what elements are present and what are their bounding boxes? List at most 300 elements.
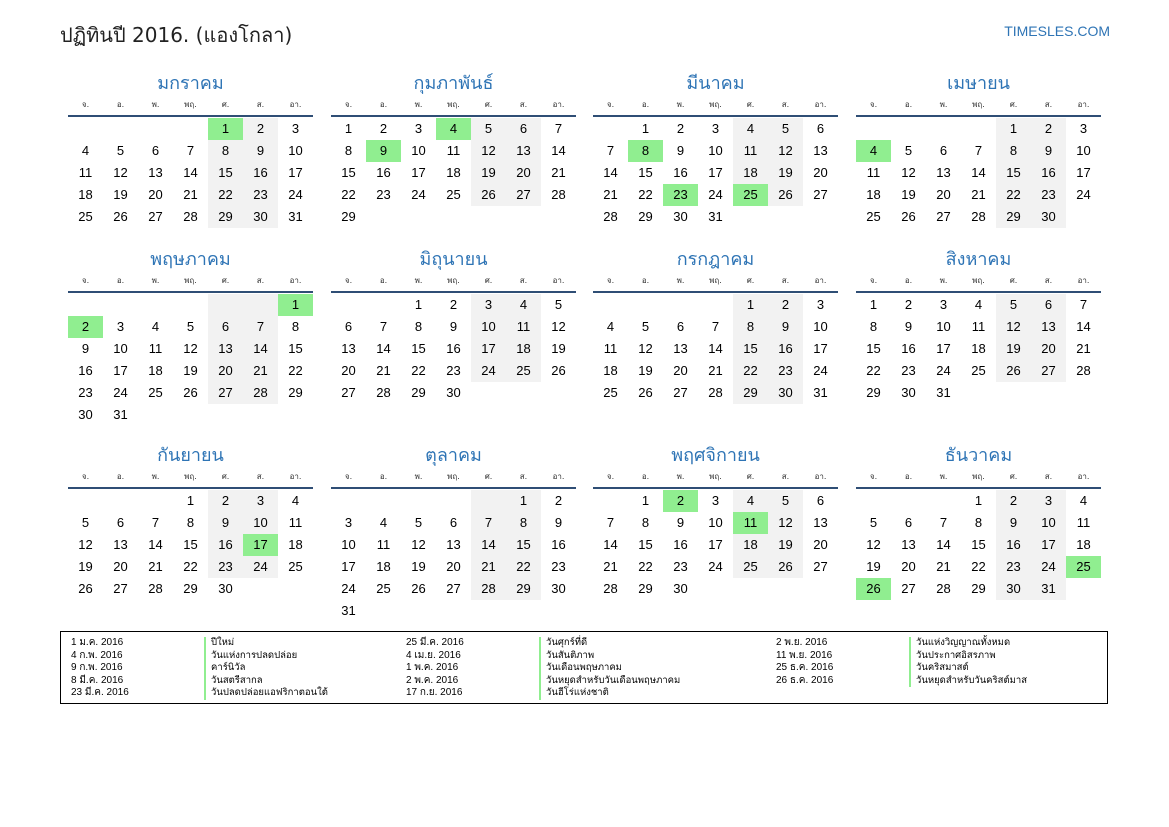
- day-cell[interactable]: 17: [936, 341, 951, 356]
- day-cell[interactable]: 24: [708, 559, 723, 574]
- day-cell[interactable]: 18: [78, 187, 93, 202]
- day-cell[interactable]: 10: [113, 341, 128, 356]
- day-cell[interactable]: 12: [78, 537, 93, 552]
- day-cell[interactable]: 24: [411, 187, 426, 202]
- day-cell[interactable]: 16: [218, 537, 233, 552]
- day-cell[interactable]: 8: [641, 515, 650, 530]
- day-cell[interactable]: 19: [183, 363, 198, 378]
- holiday-day[interactable]: 25: [733, 184, 768, 206]
- day-cell[interactable]: 13: [446, 537, 461, 552]
- day-cell[interactable]: 21: [603, 559, 618, 574]
- day-cell[interactable]: 18: [446, 165, 461, 180]
- day-cell[interactable]: 23: [253, 187, 268, 202]
- day-cell[interactable]: 20: [901, 559, 916, 574]
- day-cell[interactable]: 18: [516, 341, 531, 356]
- day-cell[interactable]: 6: [449, 515, 458, 530]
- day-cell[interactable]: 13: [516, 143, 531, 158]
- day-cell[interactable]: 16: [901, 341, 916, 356]
- day-cell[interactable]: 22: [183, 559, 198, 574]
- day-cell[interactable]: 2: [781, 297, 790, 312]
- day-cell[interactable]: 16: [78, 363, 93, 378]
- day-cell[interactable]: 18: [1076, 537, 1091, 552]
- day-cell[interactable]: 28: [1076, 363, 1091, 378]
- day-cell[interactable]: 3: [116, 319, 125, 334]
- day-cell[interactable]: 28: [148, 581, 163, 596]
- day-cell[interactable]: 7: [1079, 297, 1088, 312]
- day-cell[interactable]: 9: [81, 341, 90, 356]
- day-cell[interactable]: 1: [974, 493, 983, 508]
- holiday-day[interactable]: 1: [208, 118, 243, 140]
- day-cell[interactable]: 17: [708, 165, 723, 180]
- day-cell[interactable]: 11: [516, 319, 531, 334]
- day-cell[interactable]: 17: [341, 559, 356, 574]
- day-cell[interactable]: 10: [341, 537, 356, 552]
- day-cell[interactable]: 10: [411, 143, 426, 158]
- day-cell[interactable]: 3: [939, 297, 948, 312]
- day-cell[interactable]: 26: [411, 581, 426, 596]
- day-cell[interactable]: 15: [743, 341, 758, 356]
- day-cell[interactable]: 11: [743, 143, 758, 158]
- day-cell[interactable]: 9: [676, 143, 685, 158]
- day-cell[interactable]: 11: [603, 341, 618, 356]
- day-cell[interactable]: 6: [816, 121, 825, 136]
- day-cell[interactable]: 20: [218, 363, 233, 378]
- day-cell[interactable]: 25: [78, 209, 93, 224]
- day-cell[interactable]: 18: [743, 537, 758, 552]
- day-cell[interactable]: 28: [481, 581, 496, 596]
- day-cell[interactable]: 26: [1006, 363, 1021, 378]
- day-cell[interactable]: 15: [1006, 165, 1021, 180]
- day-cell[interactable]: 19: [866, 559, 881, 574]
- day-cell[interactable]: 14: [481, 537, 496, 552]
- day-cell[interactable]: 20: [813, 165, 828, 180]
- day-cell[interactable]: 25: [376, 581, 391, 596]
- day-cell[interactable]: 27: [813, 559, 828, 574]
- day-cell[interactable]: 2: [904, 297, 913, 312]
- day-cell[interactable]: 5: [554, 297, 563, 312]
- day-cell[interactable]: 3: [816, 297, 825, 312]
- day-cell[interactable]: 12: [778, 143, 793, 158]
- day-cell[interactable]: 8: [344, 143, 353, 158]
- day-cell[interactable]: 16: [253, 165, 268, 180]
- day-cell[interactable]: 13: [341, 341, 356, 356]
- day-cell[interactable]: 17: [1041, 537, 1056, 552]
- day-cell[interactable]: 16: [673, 165, 688, 180]
- day-cell[interactable]: 28: [551, 187, 566, 202]
- day-cell[interactable]: 9: [904, 319, 913, 334]
- day-cell[interactable]: 10: [253, 515, 268, 530]
- day-cell[interactable]: 17: [708, 537, 723, 552]
- day-cell[interactable]: 25: [603, 385, 618, 400]
- day-cell[interactable]: 24: [1076, 187, 1091, 202]
- day-cell[interactable]: 5: [116, 143, 125, 158]
- day-cell[interactable]: 24: [708, 187, 723, 202]
- day-cell[interactable]: 25: [148, 385, 163, 400]
- day-cell[interactable]: 31: [813, 385, 828, 400]
- day-cell[interactable]: 18: [603, 363, 618, 378]
- day-cell[interactable]: 28: [183, 209, 198, 224]
- day-cell[interactable]: 22: [411, 363, 426, 378]
- day-cell[interactable]: 14: [148, 537, 163, 552]
- day-cell[interactable]: 6: [344, 319, 353, 334]
- day-cell[interactable]: 22: [288, 363, 303, 378]
- day-cell[interactable]: 3: [711, 121, 720, 136]
- day-cell[interactable]: 29: [516, 581, 531, 596]
- day-cell[interactable]: 4: [81, 143, 90, 158]
- day-cell[interactable]: 30: [253, 209, 268, 224]
- day-cell[interactable]: 18: [971, 341, 986, 356]
- day-cell[interactable]: 22: [516, 559, 531, 574]
- day-cell[interactable]: 19: [778, 165, 793, 180]
- day-cell[interactable]: 17: [813, 341, 828, 356]
- day-cell[interactable]: 28: [603, 581, 618, 596]
- day-cell[interactable]: 19: [551, 341, 566, 356]
- day-cell[interactable]: 16: [673, 537, 688, 552]
- day-cell[interactable]: 9: [554, 515, 563, 530]
- day-cell[interactable]: 30: [551, 581, 566, 596]
- day-cell[interactable]: 12: [113, 165, 128, 180]
- day-cell[interactable]: 20: [936, 187, 951, 202]
- day-cell[interactable]: 14: [603, 537, 618, 552]
- day-cell[interactable]: 25: [288, 559, 303, 574]
- day-cell[interactable]: 29: [183, 581, 198, 596]
- day-cell[interactable]: 16: [376, 165, 391, 180]
- day-cell[interactable]: 19: [778, 537, 793, 552]
- holiday-day[interactable]: 8: [628, 140, 663, 162]
- day-cell[interactable]: 5: [641, 319, 650, 334]
- day-cell[interactable]: 31: [708, 209, 723, 224]
- day-cell[interactable]: 24: [1041, 559, 1056, 574]
- day-cell[interactable]: 16: [1006, 537, 1021, 552]
- day-cell[interactable]: 6: [221, 319, 230, 334]
- day-cell[interactable]: 1: [641, 121, 650, 136]
- holiday-day[interactable]: 26: [856, 578, 891, 600]
- day-cell[interactable]: 30: [446, 385, 461, 400]
- day-cell[interactable]: 15: [971, 537, 986, 552]
- day-cell[interactable]: 8: [414, 319, 423, 334]
- day-cell[interactable]: 26: [638, 385, 653, 400]
- day-cell[interactable]: 12: [183, 341, 198, 356]
- day-cell[interactable]: 8: [186, 515, 195, 530]
- day-cell[interactable]: 29: [1006, 209, 1021, 224]
- day-cell[interactable]: 9: [781, 319, 790, 334]
- day-cell[interactable]: 13: [148, 165, 163, 180]
- day-cell[interactable]: 12: [901, 165, 916, 180]
- day-cell[interactable]: 15: [638, 537, 653, 552]
- day-cell[interactable]: 22: [743, 363, 758, 378]
- day-cell[interactable]: 23: [901, 363, 916, 378]
- day-cell[interactable]: 28: [971, 209, 986, 224]
- day-cell[interactable]: 31: [113, 407, 128, 422]
- day-cell[interactable]: 3: [414, 121, 423, 136]
- day-cell[interactable]: 27: [936, 209, 951, 224]
- day-cell[interactable]: 19: [481, 165, 496, 180]
- day-cell[interactable]: 4: [606, 319, 615, 334]
- day-cell[interactable]: 25: [446, 187, 461, 202]
- day-cell[interactable]: 21: [603, 187, 618, 202]
- day-cell[interactable]: 22: [638, 559, 653, 574]
- day-cell[interactable]: 22: [971, 559, 986, 574]
- day-cell[interactable]: 24: [253, 559, 268, 574]
- day-cell[interactable]: 18: [376, 559, 391, 574]
- day-cell[interactable]: 6: [904, 515, 913, 530]
- day-cell[interactable]: 3: [484, 297, 493, 312]
- day-cell[interactable]: 10: [936, 319, 951, 334]
- day-cell[interactable]: 2: [676, 121, 685, 136]
- day-cell[interactable]: 3: [344, 515, 353, 530]
- day-cell[interactable]: 23: [218, 559, 233, 574]
- day-cell[interactable]: 10: [1076, 143, 1091, 158]
- day-cell[interactable]: 29: [638, 581, 653, 596]
- day-cell[interactable]: 3: [711, 493, 720, 508]
- day-cell[interactable]: 21: [551, 165, 566, 180]
- day-cell[interactable]: 20: [516, 165, 531, 180]
- day-cell[interactable]: 2: [1044, 121, 1053, 136]
- day-cell[interactable]: 13: [113, 537, 128, 552]
- day-cell[interactable]: 14: [1076, 319, 1091, 334]
- day-cell[interactable]: 24: [813, 363, 828, 378]
- day-cell[interactable]: 1: [414, 297, 423, 312]
- day-cell[interactable]: 8: [974, 515, 983, 530]
- day-cell[interactable]: 26: [481, 187, 496, 202]
- day-cell[interactable]: 17: [481, 341, 496, 356]
- day-cell[interactable]: 7: [606, 143, 615, 158]
- day-cell[interactable]: 5: [484, 121, 493, 136]
- day-cell[interactable]: 23: [78, 385, 93, 400]
- day-cell[interactable]: 10: [288, 143, 303, 158]
- day-cell[interactable]: 25: [866, 209, 881, 224]
- day-cell[interactable]: 6: [816, 493, 825, 508]
- day-cell[interactable]: 5: [1009, 297, 1018, 312]
- day-cell[interactable]: 20: [1041, 341, 1056, 356]
- day-cell[interactable]: 7: [974, 143, 983, 158]
- day-cell[interactable]: 16: [446, 341, 461, 356]
- day-cell[interactable]: 14: [971, 165, 986, 180]
- day-cell[interactable]: 4: [746, 493, 755, 508]
- day-cell[interactable]: 1: [869, 297, 878, 312]
- day-cell[interactable]: 2: [221, 493, 230, 508]
- day-cell[interactable]: 29: [218, 209, 233, 224]
- day-cell[interactable]: 7: [554, 121, 563, 136]
- day-cell[interactable]: 13: [813, 143, 828, 158]
- day-cell[interactable]: 17: [113, 363, 128, 378]
- day-cell[interactable]: 24: [288, 187, 303, 202]
- day-cell[interactable]: 28: [708, 385, 723, 400]
- day-cell[interactable]: 5: [781, 121, 790, 136]
- day-cell[interactable]: 7: [186, 143, 195, 158]
- day-cell[interactable]: 7: [151, 515, 160, 530]
- day-cell[interactable]: 7: [256, 319, 265, 334]
- day-cell[interactable]: 19: [638, 363, 653, 378]
- day-cell[interactable]: 29: [638, 209, 653, 224]
- day-cell[interactable]: 13: [901, 537, 916, 552]
- day-cell[interactable]: 3: [256, 493, 265, 508]
- day-cell[interactable]: 4: [746, 121, 755, 136]
- day-cell[interactable]: 21: [148, 559, 163, 574]
- day-cell[interactable]: 21: [376, 363, 391, 378]
- day-cell[interactable]: 31: [936, 385, 951, 400]
- day-cell[interactable]: 1: [344, 121, 353, 136]
- day-cell[interactable]: 26: [78, 581, 93, 596]
- day-cell[interactable]: 17: [1076, 165, 1091, 180]
- holiday-day[interactable]: 1: [278, 294, 313, 316]
- day-cell[interactable]: 30: [901, 385, 916, 400]
- holiday-day[interactable]: 4: [436, 118, 471, 140]
- day-cell[interactable]: 7: [379, 319, 388, 334]
- day-cell[interactable]: 1: [641, 493, 650, 508]
- day-cell[interactable]: 4: [379, 515, 388, 530]
- day-cell[interactable]: 14: [603, 165, 618, 180]
- day-cell[interactable]: 11: [1076, 515, 1091, 530]
- day-cell[interactable]: 22: [218, 187, 233, 202]
- day-cell[interactable]: 29: [341, 209, 356, 224]
- day-cell[interactable]: 11: [376, 537, 391, 552]
- day-cell[interactable]: 12: [551, 319, 566, 334]
- day-cell[interactable]: 19: [901, 187, 916, 202]
- day-cell[interactable]: 19: [411, 559, 426, 574]
- day-cell[interactable]: 10: [813, 319, 828, 334]
- day-cell[interactable]: 26: [901, 209, 916, 224]
- day-cell[interactable]: 4: [519, 297, 528, 312]
- day-cell[interactable]: 15: [638, 165, 653, 180]
- day-cell[interactable]: 14: [936, 537, 951, 552]
- day-cell[interactable]: 30: [1006, 581, 1021, 596]
- day-cell[interactable]: 26: [778, 187, 793, 202]
- day-cell[interactable]: 6: [519, 121, 528, 136]
- day-cell[interactable]: 11: [148, 341, 163, 356]
- day-cell[interactable]: 9: [449, 319, 458, 334]
- day-cell[interactable]: 11: [971, 319, 986, 334]
- day-cell[interactable]: 9: [221, 515, 230, 530]
- holiday-day[interactable]: 4: [856, 140, 891, 162]
- day-cell[interactable]: 2: [554, 493, 563, 508]
- day-cell[interactable]: 19: [113, 187, 128, 202]
- day-cell[interactable]: 14: [376, 341, 391, 356]
- day-cell[interactable]: 2: [379, 121, 388, 136]
- day-cell[interactable]: 26: [113, 209, 128, 224]
- day-cell[interactable]: 22: [341, 187, 356, 202]
- day-cell[interactable]: 22: [866, 363, 881, 378]
- day-cell[interactable]: 3: [291, 121, 300, 136]
- holiday-day[interactable]: 2: [68, 316, 103, 338]
- day-cell[interactable]: 1: [1009, 121, 1018, 136]
- day-cell[interactable]: 2: [256, 121, 265, 136]
- day-cell[interactable]: 9: [1009, 515, 1018, 530]
- day-cell[interactable]: 3: [1079, 121, 1088, 136]
- day-cell[interactable]: 30: [1041, 209, 1056, 224]
- site-link[interactable]: TIMESLES.COM: [1004, 23, 1110, 39]
- day-cell[interactable]: 20: [341, 363, 356, 378]
- holiday-day[interactable]: 2: [663, 490, 698, 512]
- day-cell[interactable]: 27: [113, 581, 128, 596]
- day-cell[interactable]: 4: [1079, 493, 1088, 508]
- day-cell[interactable]: 16: [778, 341, 793, 356]
- day-cell[interactable]: 28: [603, 209, 618, 224]
- day-cell[interactable]: 7: [606, 515, 615, 530]
- day-cell[interactable]: 8: [869, 319, 878, 334]
- day-cell[interactable]: 21: [481, 559, 496, 574]
- day-cell[interactable]: 22: [638, 187, 653, 202]
- day-cell[interactable]: 18: [743, 165, 758, 180]
- day-cell[interactable]: 27: [901, 581, 916, 596]
- day-cell[interactable]: 1: [519, 493, 528, 508]
- day-cell[interactable]: 29: [411, 385, 426, 400]
- day-cell[interactable]: 24: [341, 581, 356, 596]
- day-cell[interactable]: 23: [778, 363, 793, 378]
- day-cell[interactable]: 27: [813, 187, 828, 202]
- day-cell[interactable]: 21: [1076, 341, 1091, 356]
- day-cell[interactable]: 12: [1006, 319, 1021, 334]
- day-cell[interactable]: 15: [516, 537, 531, 552]
- day-cell[interactable]: 6: [116, 515, 125, 530]
- day-cell[interactable]: 6: [676, 319, 685, 334]
- day-cell[interactable]: 20: [148, 187, 163, 202]
- day-cell[interactable]: 11: [866, 165, 881, 180]
- day-cell[interactable]: 14: [708, 341, 723, 356]
- holiday-day[interactable]: 9: [366, 140, 401, 162]
- day-cell[interactable]: 12: [481, 143, 496, 158]
- day-cell[interactable]: 17: [411, 165, 426, 180]
- day-cell[interactable]: 18: [288, 537, 303, 552]
- day-cell[interactable]: 28: [376, 385, 391, 400]
- day-cell[interactable]: 25: [743, 559, 758, 574]
- day-cell[interactable]: 4: [974, 297, 983, 312]
- day-cell[interactable]: 27: [673, 385, 688, 400]
- day-cell[interactable]: 20: [446, 559, 461, 574]
- day-cell[interactable]: 21: [936, 559, 951, 574]
- day-cell[interactable]: 5: [781, 493, 790, 508]
- day-cell[interactable]: 9: [256, 143, 265, 158]
- day-cell[interactable]: 10: [1041, 515, 1056, 530]
- day-cell[interactable]: 31: [288, 209, 303, 224]
- day-cell[interactable]: 29: [866, 385, 881, 400]
- day-cell[interactable]: 18: [148, 363, 163, 378]
- day-cell[interactable]: 23: [1006, 559, 1021, 574]
- day-cell[interactable]: 30: [778, 385, 793, 400]
- holiday-day[interactable]: 11: [733, 512, 768, 534]
- day-cell[interactable]: 12: [778, 515, 793, 530]
- day-cell[interactable]: 13: [813, 515, 828, 530]
- day-cell[interactable]: 9: [676, 515, 685, 530]
- day-cell[interactable]: 15: [411, 341, 426, 356]
- day-cell[interactable]: 13: [673, 341, 688, 356]
- day-cell[interactable]: 11: [446, 143, 461, 158]
- day-cell[interactable]: 23: [551, 559, 566, 574]
- day-cell[interactable]: 18: [866, 187, 881, 202]
- day-cell[interactable]: 12: [638, 341, 653, 356]
- day-cell[interactable]: 30: [218, 581, 233, 596]
- day-cell[interactable]: 30: [78, 407, 93, 422]
- day-cell[interactable]: 7: [711, 319, 720, 334]
- day-cell[interactable]: 13: [1041, 319, 1056, 334]
- day-cell[interactable]: 28: [936, 581, 951, 596]
- day-cell[interactable]: 2: [1009, 493, 1018, 508]
- day-cell[interactable]: 28: [253, 385, 268, 400]
- day-cell[interactable]: 20: [113, 559, 128, 574]
- day-cell[interactable]: 24: [113, 385, 128, 400]
- day-cell[interactable]: 8: [221, 143, 230, 158]
- day-cell[interactable]: 9: [1044, 143, 1053, 158]
- day-cell[interactable]: 8: [291, 319, 300, 334]
- day-cell[interactable]: 19: [78, 559, 93, 574]
- day-cell[interactable]: 21: [971, 187, 986, 202]
- day-cell[interactable]: 14: [551, 143, 566, 158]
- day-cell[interactable]: 15: [341, 165, 356, 180]
- day-cell[interactable]: 10: [481, 319, 496, 334]
- day-cell[interactable]: 7: [484, 515, 493, 530]
- day-cell[interactable]: 12: [866, 537, 881, 552]
- day-cell[interactable]: 26: [551, 363, 566, 378]
